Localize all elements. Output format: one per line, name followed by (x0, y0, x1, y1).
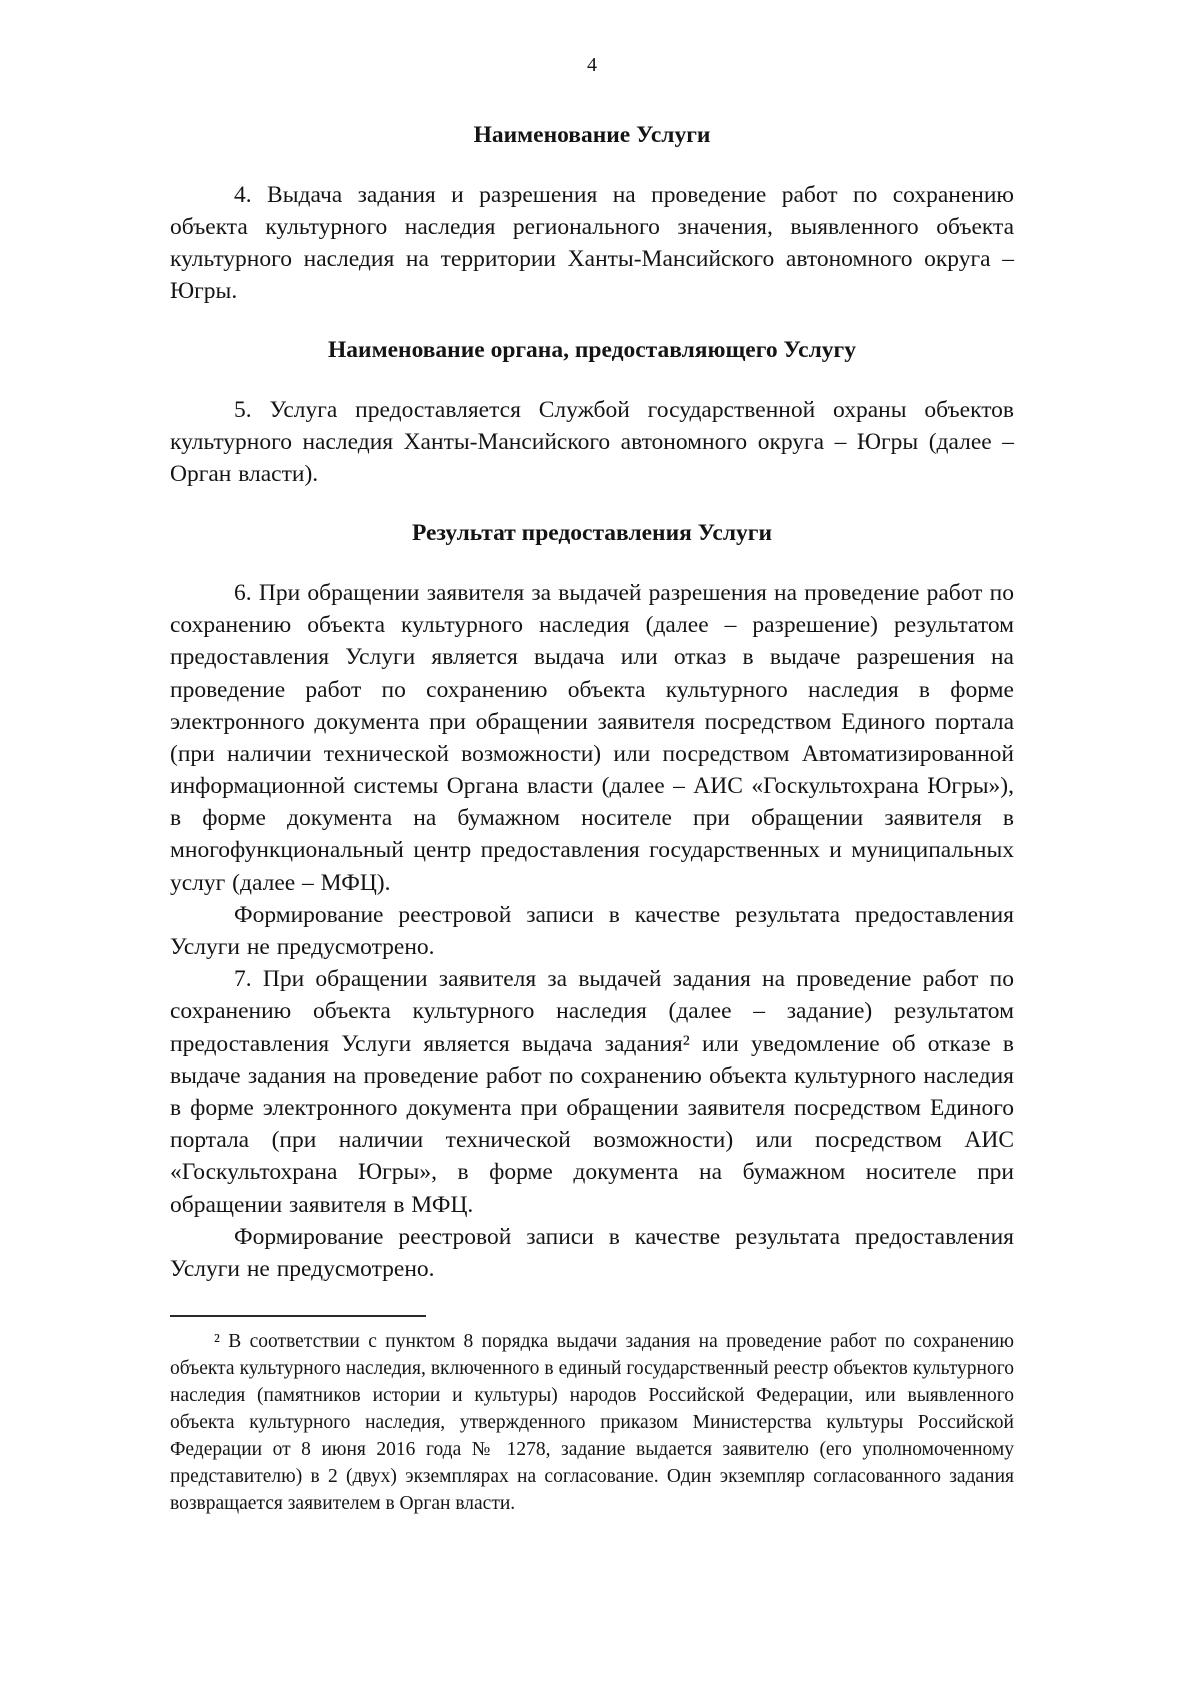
footnote-text: ² В соответствии с пунктом 8 порядка выдачи задания на проведение работ по сохранению объекта культурного наследия, включенного в единый государственный реестр объектов культурного наследия (памятников истории и культуры) народов Российской Федерации, или выявленного объекта культурного наследия, утвержденного приказом Министерства культуры Российской Федерации от 8 июня 2016 года № 1278, задание выдается заявителю (его уполномоченному представителю) в 2 (двух) экземплярах на согласование. Один экземпляр согласованного задания возвращается заявителем в Орган власти. (170, 1331, 1014, 1514)
footnote-separator-rule (170, 1315, 426, 1317)
paragraph-7-registry-note: Формирование реестровой записи в качестве результата предоставления Услуги не предусмотрено. (170, 1223, 1014, 1282)
section-heading-authority-name: Наименование органа, предоставляющего Услугу (328, 337, 856, 364)
paragraph-5: 5. Услуга предоставляется Службой государственной охраны объектов культурного наследия Ханты-Мансийского автономного округа – Югры (далее – Орган власти). (170, 396, 1014, 488)
footnote-area (170, 1315, 1014, 1517)
page-number: 4 (587, 54, 597, 76)
paragraph-6: 6. При обращении заявителя за выдачей разрешения на проведение работ по сохранению объекта культурного наследия (далее – разрешение) результатом предоставления Услуги является выдача или отказ в выдаче разрешения на проведение работ по сохранению объекта культурного наследия в форме электронного документа при обращении заявителя посредством Единого портала (при наличии технической возможности) или посредством Автоматизированной информационной системы Органа власти (далее – АИС «Госкультохрана Югры»), в форме документа на бумажном носителе при обращении заявителя в многофункциональный центр предоставления государственных и муниципальных услуг (далее – МФЦ). (170, 579, 1014, 896)
section-heading-service-name: Наименование Услуги (473, 122, 711, 148)
paragraph-6-registry-note: Формирование реестровой записи в качестве результата предоставления Услуги не предусмотрено. (170, 901, 1014, 961)
paragraph-4: 4. Выдача задания и разрешения на проведение работ по сохранению объекта культурного наследия регионального значения, выявленного объекта культурного наследия на территории Ханты-Мансийского автономного округа – Югры. (170, 181, 1014, 305)
section-heading-service-result: Результат предоставления Услуги (411, 520, 773, 547)
paragraph-7: 7. При обращении заявителя за выдачей задания на проведение работ по сохранению объекта культурного наследия (далее – задание) результатом предоставления Услуги является выдача задания² или уведомление об отказе в выдаче задания на проведение работ по сохранению объекта культурного наследия в форме электронного документа при обращении заявителя посредством Единого портала (при наличии технической возможности) или посредством АИС «Госкультохрана Югры», в форме документа на бумажном носителе при обращении заявителя в МФЦ. (170, 966, 1014, 1218)
